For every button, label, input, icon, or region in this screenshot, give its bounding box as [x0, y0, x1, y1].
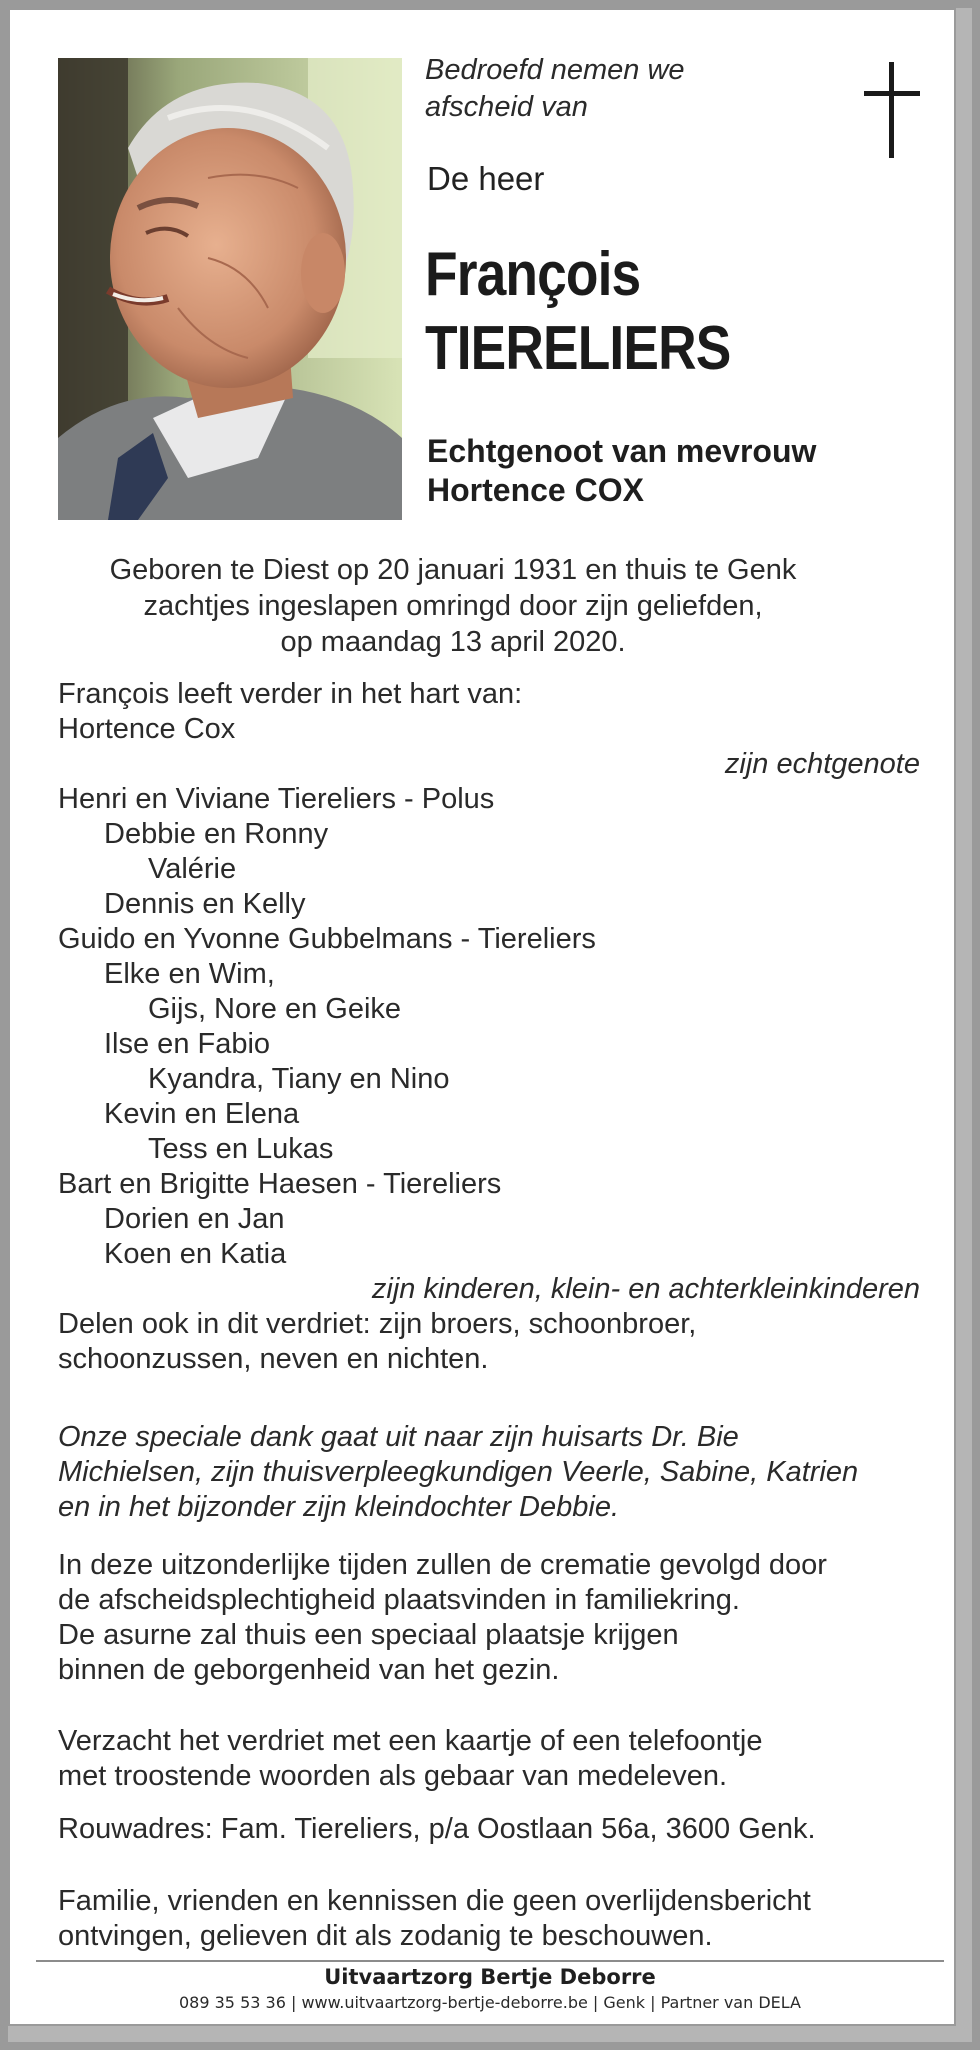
intro-line: Bedroefd nemen we [425, 54, 685, 86]
notice-section [58, 1884, 920, 1954]
birth-line: Geboren te Diest op 20 januari 1931 en thuis te Genk [109, 554, 797, 586]
spouse-role: zijn echtgenote [724, 748, 920, 780]
first-name: François [425, 240, 641, 309]
members-role: zijn kinderen, klein- en achterkleinkinderen [371, 1273, 920, 1305]
spouse-entry: Hortence Cox [58, 713, 236, 745]
funeral-home-contact: 089 35 53 36 | www.uitvaartzorg-bertje-deborre.be | Genk | Partner van DELA [179, 1993, 801, 2012]
ceremony-line: De asurne zal thuis een speciaal plaatsje krijgen [58, 1619, 679, 1651]
family-member: Henri en Viviane Tiereliers - Polus [58, 783, 495, 815]
family-member: Valérie [148, 853, 237, 885]
birth-death-info [58, 552, 848, 660]
birth-line: op maandag 13 april 2020. [280, 626, 626, 658]
family-member: Elke en Wim, [104, 958, 275, 990]
condolence-line: Verzacht het verdriet met een kaartje of een telefoontje [58, 1725, 763, 1757]
ceremony-line: binnen de geborgenheid van het gezin. [58, 1654, 560, 1686]
cross-icon [864, 62, 920, 163]
relatives-line: schoonzussen, neven en nichten. [58, 1343, 489, 1375]
intro-text [425, 52, 685, 126]
notice-line: ontvingen, gelieven dit als zodanig te beschouwen. [58, 1920, 713, 1952]
family-member: Tess en Lukas [148, 1133, 334, 1165]
thanks-line: Michielsen, zijn thuisverpleegkundigen Veerle, Sabine, Katrien [58, 1456, 859, 1488]
family-member: Debbie en Ronny [104, 818, 329, 850]
family-member: Ilse en Fabio [104, 1028, 271, 1060]
ceremony-section [58, 1548, 920, 1688]
ceremony-line: de afscheidsplechtigheid plaatsvinden in familiekring. [58, 1584, 740, 1616]
birth-line: zachtjes ingeslapen omringd door zijn geliefden, [143, 590, 763, 622]
spouse-line [427, 432, 816, 510]
funeral-home-name: Uitvaartzorg Bertje Deborre [324, 1965, 656, 1989]
thanks-section [58, 1420, 920, 1525]
family-member: Dennis en Kelly [104, 888, 306, 920]
address-line: Rouwadres: Fam. Tiereliers, p/a Oostlaan 56a, 3600 Genk. [58, 1813, 816, 1845]
family-member: Bart en Brigitte Haesen - Tiereliers [58, 1168, 502, 1200]
spouse-name: Hortence COX [427, 472, 644, 508]
relatives-line: Delen ook in dit verdriet: zijn broers, schoonbroer, [58, 1308, 697, 1340]
intro-line: afscheid van [425, 91, 588, 123]
family-intro: François leeft verder in het hart van: [58, 678, 523, 710]
family-section [58, 677, 920, 1377]
thanks-line: en in het bijzonder zijn kleindochter Debbie. [58, 1491, 620, 1523]
notice-line: Familie, vrienden en kennissen die geen overlijdensbericht [58, 1885, 811, 1917]
deceased-name [425, 238, 730, 386]
family-member: Kyandra, Tiany en Nino [148, 1063, 450, 1095]
portrait-photo [58, 58, 402, 520]
condolence-section [58, 1724, 920, 1794]
honorific: De heer [427, 160, 545, 197]
thanks-line: Onze speciale dank gaat uit naar zijn huisarts Dr. Bie [58, 1421, 739, 1453]
condolence-line: met troostende woorden als gebaar van medeleven. [58, 1760, 728, 1792]
footer-divider [36, 1960, 944, 1962]
last-name: TIERELIERS [425, 314, 731, 383]
family-member: Guido en Yvonne Gubbelmans - Tiereliers [58, 923, 596, 955]
family-member: Kevin en Elena [104, 1098, 300, 1130]
mourning-address [58, 1812, 920, 1847]
family-member: Koen en Katia [104, 1238, 287, 1270]
spouse-relation: Echtgenoot van mevrouw [427, 433, 817, 469]
ceremony-line: In deze uitzonderlijke tijden zullen de crematie gevolgd door [58, 1549, 827, 1581]
family-member: Gijs, Nore en Geike [148, 993, 402, 1025]
family-member: Dorien en Jan [104, 1203, 285, 1235]
